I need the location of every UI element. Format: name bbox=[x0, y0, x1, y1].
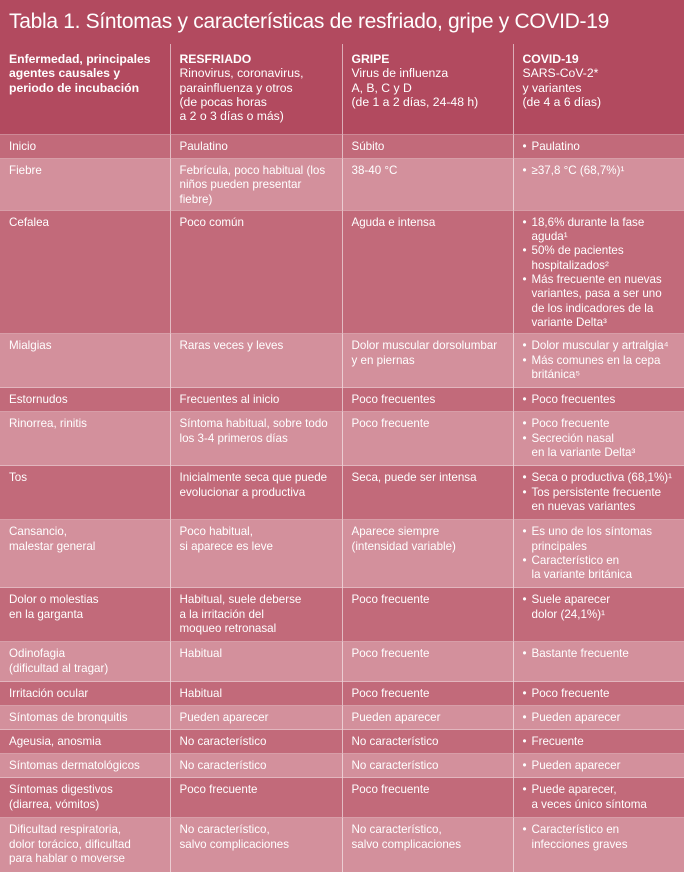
covid-bullet-list bbox=[523, 759, 677, 773]
covid-bullet-list bbox=[523, 525, 677, 582]
covid-bullet-item: • Más comunes en la cepa británica⁵ bbox=[523, 354, 677, 383]
cell-gripe: Aguda e intensa bbox=[342, 210, 513, 333]
cell-resfriado: Poco habitual, si aparece es leve bbox=[170, 520, 342, 588]
cell-covid bbox=[513, 730, 684, 754]
cell-resfriado: Febrícula, poco habitual (los niños pueden presentar fiebre) bbox=[170, 159, 342, 211]
covid-bullet-list bbox=[523, 140, 677, 154]
header-covid-detail: SARS-CoV-2* y variantes (de 4 a 6 días) bbox=[522, 66, 602, 109]
covid-bullet-item: • Pueden aparecer bbox=[523, 711, 677, 725]
covid-bullet-list bbox=[523, 735, 677, 749]
cell-covid bbox=[513, 520, 684, 588]
table-header bbox=[0, 44, 684, 135]
cell-resfriado: Inicialmente seca que puede evolucionar a productiva bbox=[170, 466, 342, 520]
covid-bullet-list bbox=[523, 687, 677, 701]
cell-covid bbox=[513, 588, 684, 642]
row-symptom-label: Irritación ocular bbox=[0, 682, 170, 706]
covid-bullet-item: • Característico en la variante británica bbox=[523, 554, 677, 583]
covid-bullet-item: • Dolor muscular y artralgia⁴ bbox=[523, 339, 677, 353]
table-row bbox=[0, 588, 684, 642]
covid-bullet-item: • Paulatino bbox=[523, 140, 677, 154]
row-symptom-label: Inicio bbox=[0, 135, 170, 159]
header-resfriado-name: RESFRIADO bbox=[179, 52, 252, 66]
header-disease bbox=[0, 44, 170, 135]
cell-covid bbox=[513, 818, 684, 872]
cell-resfriado: Poco frecuente bbox=[170, 778, 342, 818]
table-row bbox=[0, 778, 684, 818]
cell-gripe: Pueden aparecer bbox=[342, 706, 513, 730]
cell-gripe: Poco frecuente bbox=[342, 412, 513, 466]
table-row bbox=[0, 520, 684, 588]
covid-bullet-item: • 18,6% durante la fase aguda¹ bbox=[523, 216, 677, 245]
cell-gripe: Aparece siempre (intensidad variable) bbox=[342, 520, 513, 588]
cell-gripe: No característico, salvo complicaciones bbox=[342, 818, 513, 872]
covid-bullet-item: • Suele aparecer dolor (24,1%)¹ bbox=[523, 593, 677, 622]
covid-bullet-list bbox=[523, 339, 677, 382]
cell-gripe: Poco frecuente bbox=[342, 642, 513, 682]
row-symptom-label: Rinorrea, rinitis bbox=[0, 412, 170, 466]
row-symptom-label: Síntomas digestivos (diarrea, vómitos) bbox=[0, 778, 170, 818]
row-symptom-label: Mialgias bbox=[0, 334, 170, 388]
table-row bbox=[0, 388, 684, 412]
covid-bullet-item: • Característico en infecciones graves bbox=[523, 823, 677, 852]
row-symptom-label: Cansancio, malestar general bbox=[0, 520, 170, 588]
covid-bullet-item: • Puede aparecer, a veces único síntoma bbox=[523, 783, 677, 812]
symptoms-table bbox=[0, 44, 684, 872]
cell-resfriado: Poco común bbox=[170, 210, 342, 333]
table-row bbox=[0, 412, 684, 466]
covid-bullet-item: • Bastante frecuente bbox=[523, 647, 677, 661]
covid-bullet-list bbox=[523, 417, 677, 460]
covid-bullet-item: • Secreción nasal en la variante Delta³ bbox=[523, 432, 677, 461]
row-symptom-label: Síntomas de bronquitis bbox=[0, 706, 170, 730]
header-covid-name: COVID-19 bbox=[522, 52, 579, 66]
cell-covid bbox=[513, 388, 684, 412]
covid-bullet-item: • Poco frecuente bbox=[523, 687, 677, 701]
cell-resfriado: No característico, salvo complicaciones bbox=[170, 818, 342, 872]
header-resfriado-detail: Rinovirus, coronavirus, parainfluenza y otros (de pocas horas a 2 o 3 días o más) bbox=[179, 66, 304, 124]
covid-bullet-item: • Es uno de los síntomas principales bbox=[523, 525, 677, 554]
row-symptom-label: Fiebre bbox=[0, 159, 170, 211]
cell-covid bbox=[513, 412, 684, 466]
cell-gripe: Poco frecuente bbox=[342, 682, 513, 706]
header-covid bbox=[513, 44, 684, 135]
table-row bbox=[0, 754, 684, 778]
table-body bbox=[0, 135, 684, 872]
row-symptom-label: Ageusia, anosmia bbox=[0, 730, 170, 754]
covid-bullet-list bbox=[523, 823, 677, 852]
cell-resfriado: Síntoma habitual, sobre todo los 3-4 primeros días bbox=[170, 412, 342, 466]
covid-bullet-list bbox=[523, 471, 677, 514]
covid-bullet-list bbox=[523, 216, 677, 330]
covid-bullet-item: • Pueden aparecer bbox=[523, 759, 677, 773]
cell-gripe: No característico bbox=[342, 754, 513, 778]
cell-gripe: No característico bbox=[342, 730, 513, 754]
table-row bbox=[0, 682, 684, 706]
cell-covid bbox=[513, 159, 684, 211]
cell-resfriado: Habitual bbox=[170, 682, 342, 706]
cell-covid bbox=[513, 682, 684, 706]
cell-resfriado: No característico bbox=[170, 730, 342, 754]
cell-gripe: Súbito bbox=[342, 135, 513, 159]
cell-covid bbox=[513, 135, 684, 159]
cell-resfriado: Habitual bbox=[170, 642, 342, 682]
header-gripe bbox=[342, 44, 513, 135]
cell-covid bbox=[513, 466, 684, 520]
cell-covid bbox=[513, 642, 684, 682]
covid-bullet-item: • ≥37,8 °C (68,7%)¹ bbox=[523, 164, 677, 178]
row-symptom-label: Dificultad respiratoria, dolor torácico, dificultad para hablar o moverse bbox=[0, 818, 170, 872]
covid-bullet-item: • Frecuente bbox=[523, 735, 677, 749]
cell-gripe: 38-40 °C bbox=[342, 159, 513, 211]
header-gripe-name: GRIPE bbox=[351, 52, 390, 66]
table-title: Tabla 1. Síntomas y características de resfriado, gripe y COVID-19 bbox=[0, 0, 684, 44]
table-row bbox=[0, 135, 684, 159]
table-row bbox=[0, 466, 684, 520]
row-symptom-label: Tos bbox=[0, 466, 170, 520]
header-disease-label: Enfermedad, principales agentes causales y periodo de incubación bbox=[9, 52, 151, 95]
header-resfriado bbox=[170, 44, 342, 135]
table-row bbox=[0, 159, 684, 211]
table-row bbox=[0, 730, 684, 754]
covid-bullet-list bbox=[523, 647, 677, 661]
cell-resfriado: Habitual, suele deberse a la irritación del moqueo retronasal bbox=[170, 588, 342, 642]
cell-covid bbox=[513, 210, 684, 333]
cell-covid bbox=[513, 706, 684, 730]
cell-gripe: Poco frecuente bbox=[342, 778, 513, 818]
row-symptom-label: Estornudos bbox=[0, 388, 170, 412]
covid-bullet-list bbox=[523, 593, 677, 622]
covid-bullet-list bbox=[523, 164, 677, 178]
cell-resfriado: No característico bbox=[170, 754, 342, 778]
cell-gripe: Dolor muscular dorsolumbar y en piernas bbox=[342, 334, 513, 388]
cell-covid bbox=[513, 778, 684, 818]
covid-bullet-item: • 50% de pacientes hospitalizados² bbox=[523, 244, 677, 273]
cell-gripe: Seca, puede ser intensa bbox=[342, 466, 513, 520]
cell-gripe: Poco frecuentes bbox=[342, 388, 513, 412]
row-symptom-label: Síntomas dermatológicos bbox=[0, 754, 170, 778]
row-symptom-label: Dolor o molestias en la garganta bbox=[0, 588, 170, 642]
table-row bbox=[0, 818, 684, 872]
row-symptom-label: Odinofagia (dificultad al tragar) bbox=[0, 642, 170, 682]
cell-covid bbox=[513, 334, 684, 388]
cell-resfriado: Frecuentes al inicio bbox=[170, 388, 342, 412]
cell-covid bbox=[513, 754, 684, 778]
table-row bbox=[0, 706, 684, 730]
covid-bullet-item: • Poco frecuentes bbox=[523, 393, 677, 407]
header-gripe-detail: Virus de influenza A, B, C y D (de 1 a 2 días, 24-48 h) bbox=[351, 66, 479, 109]
cell-resfriado: Pueden aparecer bbox=[170, 706, 342, 730]
covid-bullet-list bbox=[523, 393, 677, 407]
row-symptom-label: Cefalea bbox=[0, 210, 170, 333]
table-row bbox=[0, 642, 684, 682]
table-row bbox=[0, 334, 684, 388]
covid-bullet-item: • Tos persistente frecuente en nuevas variantes bbox=[523, 486, 677, 515]
table-row bbox=[0, 210, 684, 333]
covid-bullet-item: • Más frecuente en nuevas variantes, pasa a ser uno de los indicadores de la variante Delta³ bbox=[523, 273, 677, 330]
covid-bullet-list bbox=[523, 783, 677, 812]
header-row bbox=[0, 44, 684, 135]
cell-resfriado: Paulatino bbox=[170, 135, 342, 159]
cell-gripe: Poco frecuente bbox=[342, 588, 513, 642]
covid-bullet-item: • Seca o productiva (68,1%)¹ bbox=[523, 471, 677, 485]
covid-bullet-list bbox=[523, 711, 677, 725]
cell-resfriado: Raras veces y leves bbox=[170, 334, 342, 388]
covid-bullet-item: • Poco frecuente bbox=[523, 417, 677, 431]
